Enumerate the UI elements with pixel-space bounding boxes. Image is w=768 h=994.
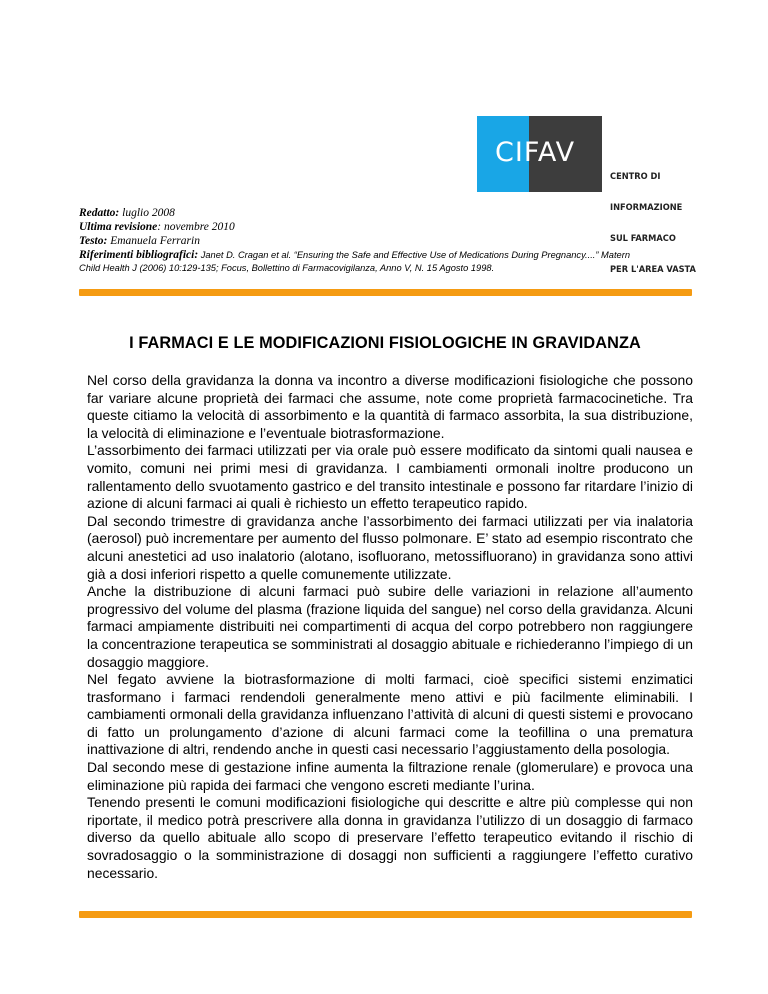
- meta-revisione-value: : novembre 2010: [157, 221, 235, 233]
- paragraph: Nel fegato avviene la biotrasformazione di molti farmaci, cioè specifici sistemi enzimatici trasformano i farmaci rendendoli generalmente meno attivi e più facilmente eliminabili. I cambiamenti ormonali della gravidanza influenzano l’attività di alcuni di questi sistemi e provocano di fatto un prolungamento d’azione di alcuni farmaci come la teofillina o una prematura inattivazione di altri, rendendo anche in questi casi necessario l’aggiustamento della posologia.: [87, 671, 693, 758]
- document-meta: [79, 206, 719, 274]
- page-title: I FARMACI E LE MODIFICAZIONI FISIOLOGICHE IN GRAVIDANZA: [129, 334, 641, 352]
- cifav-logo: [477, 116, 747, 276]
- logo-tagline-line: INFORMAZIONE: [610, 202, 683, 214]
- article-body: [87, 372, 693, 882]
- paragraph: L’assorbimento dei farmaci utilizzati per via orale può essere modificato da sintomi quali nausea e vomito, comuni nei primi mesi di gravidanza. I cambiamenti ormonali inoltre producono un rallentamento dello svuotamento gastrico e del transito intestinale e possono far ritardare l’inizio di azione di alcuni farmaci ai quali è richiesto un effetto terapeutico rapido.: [87, 442, 693, 512]
- meta-testo-label: Testo:: [79, 235, 108, 247]
- meta-redatto-label: Redatto:: [79, 207, 120, 219]
- meta-testo: [79, 234, 719, 248]
- paragraph: Nel corso della gravidanza la donna va incontro a diverse modificazioni fisiologiche che possono far variare alcune proprietà dei farmaci che assume, note come proprietà farmacocinetiche. Tra queste citiamo la velocità di assorbimento e la quantità di farmaco assorbita, la sua distribuzione, la velocità di eliminazione e l’eventuale biotrasformazione.: [87, 372, 693, 441]
- paragraph: Anche la distribuzione di alcuni farmaci può subire delle variazioni in relazione all’aumento progressivo del volume del plasma (frazione liquida del sangue) nel corso della gravidanza. Alcuni farmaci ampiamente distribuiti nei compartimenti di acqua del corpo potrebbero non raggiungere la concentrazione terapeutica se somministrati al dosaggio abituale e richiederanno l’impiego di un dosaggio maggiore.: [87, 583, 693, 670]
- paragraph: Tenendo presenti le comuni modificazioni fisiologiche qui descritte e altre più complesse qui non riportate, il medico potrà prescrivere alla donna in gravidanza l’utilizzo di un dosaggio di farmaco diverso da quello abituale allo scopo di preservare l’effetto terapeutico evitando il rischio di sovradosaggio o la somministrazione di dosaggi non sufficienti a raggiungere l’effetto curativo necessario.: [87, 794, 693, 881]
- logo-tagline-line: PER L'AREA VASTA: [610, 264, 696, 276]
- orange-divider-top: [79, 289, 692, 296]
- meta-riferimenti-value: Janet D. Cragan et al. “Ensuring the Safe and Effective Use of Medications During Pregnancy....” Matern: [198, 250, 630, 260]
- meta-redatto-value: luglio 2008: [119, 207, 175, 219]
- orange-divider-bottom: [79, 911, 692, 918]
- meta-riferimenti: [79, 248, 719, 262]
- meta-riferimenti-label: Riferimenti bibliografici:: [79, 249, 199, 261]
- meta-riferimenti-continued: Child Health J (2006) 10:129-135; Focus, Bollettino di Farmacovigilanza, Anno V, N. 15 Agosto 1998.: [79, 263, 495, 273]
- meta-testo-value: Emanuela Ferrarin: [107, 235, 200, 247]
- meta-revisione-label: Ultima revisione: [79, 221, 158, 233]
- logo-wordmark: CIFAV: [495, 137, 576, 168]
- meta-revisione: [79, 220, 719, 234]
- logo-tagline-line: SUL FARMACO: [610, 233, 676, 245]
- meta-redatto: [79, 206, 719, 220]
- paragraph: Dal secondo mese di gestazione infine aumenta la filtrazione renale (glomerulare) e provoca una eliminazione più rapida dei farmaci che vengono escreti mediante l’urina.: [87, 759, 693, 793]
- paragraph: Dal secondo trimestre di gravidanza anche l’assorbimento dei farmaci utilizzati per via inalatoria (aerosol) può incrementare per aumento del flusso polmonare. E’ stato ad esempio riscontrato che alcuni anestetici ad uso inalatorio (alotano, isofluorano, metossifluorano) in gravidanza sono attivi già a dosi inferiori rispetto a quelle comunemente utilizzate.: [87, 512, 693, 582]
- logo-tagline-line: CENTRO DI: [610, 170, 661, 182]
